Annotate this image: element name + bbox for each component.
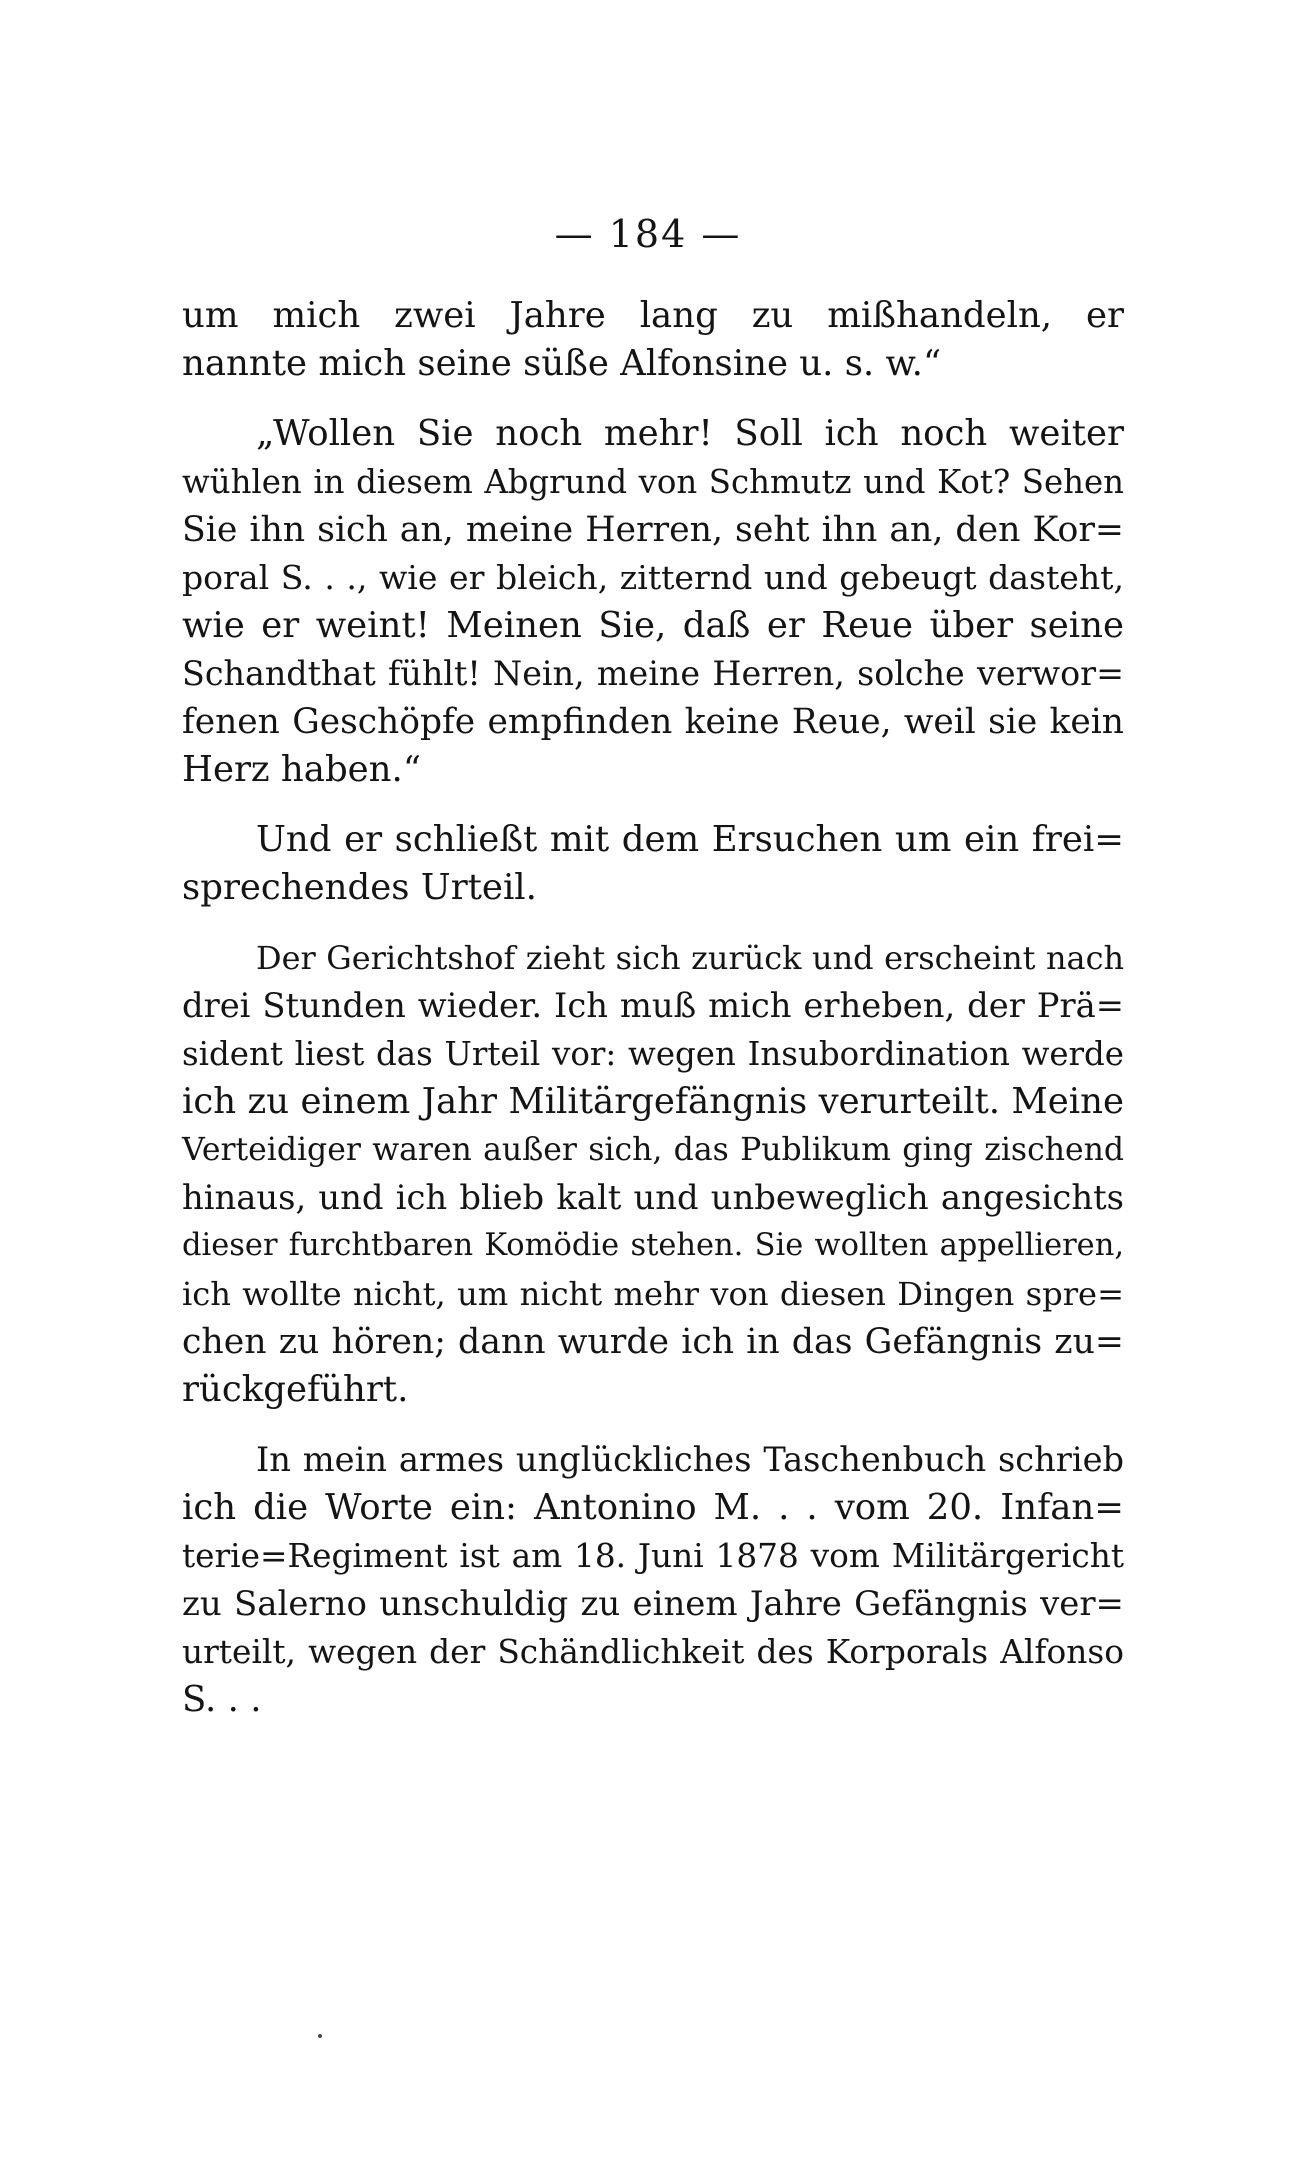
- text-line: dieser furchtbaren Komödie stehen. Sie wollten appellieren,: [182, 1228, 1124, 1263]
- text-line: ich wollte nicht, um nicht mehr von diesen Dingen spre=: [182, 1275, 1124, 1313]
- text-line: Herz haben.“: [182, 749, 421, 790]
- text-line: In mein armes unglückliches Taschenbuch schrieb: [256, 1440, 1124, 1479]
- text-line: zu Salerno unschuldig zu einem Jahre Gefängnis ver=: [182, 1584, 1124, 1624]
- print-speck: [318, 2034, 322, 2038]
- text-line: nannte mich seine süße Alfonsine u. s. w.“: [182, 343, 942, 384]
- paragraph: [182, 816, 1124, 912]
- body-text: [182, 292, 1124, 1746]
- text-line: chen zu hören; dann wurde ich in das Gefängnis zu=: [182, 1322, 1124, 1362]
- text-line: hinaus, und ich blieb kalt und unbeweglich angesichts: [182, 1178, 1124, 1217]
- page-number: — 184 —: [554, 212, 742, 256]
- text-line: Und er schließt mit dem Ersuchen um ein frei=: [256, 819, 1124, 860]
- text-line: wühlen in diesem Abgrund von Schmutz und Kot? Sehen: [182, 463, 1124, 501]
- text-line: Verteidiger waren außer sich, das Publikum ging zischend: [182, 1132, 1124, 1168]
- text-line: terie=Regiment ist am 18. Juni 1878 vom Militärgericht: [182, 1537, 1124, 1575]
- paragraph: [182, 292, 1124, 388]
- paragraph: [182, 1436, 1124, 1724]
- text-line: rückgeführt.: [182, 1369, 409, 1410]
- text-line: urteilt, wegen der Schändlichkeit des Korporals Alfonso: [182, 1633, 1124, 1671]
- text-line: S. . .: [182, 1679, 262, 1720]
- text-line: Schandthat fühlt! Nein, meine Herren, solche verwor=: [182, 654, 1124, 693]
- paragraph: [182, 934, 1124, 1414]
- text-line: ich die Worte ein: Antonino M. . . vom 20. Infan=: [182, 1487, 1124, 1528]
- text-line: Der Gerichtshof zieht sich zurück und erscheint nach: [256, 939, 1124, 977]
- text-line: sprechendes Urteil.: [182, 867, 537, 908]
- text-line: Sie ihn sich an, meine Herren, seht ihn an, den Kor=: [182, 510, 1124, 550]
- text-line: drei Stunden wieder. Ich muß mich erheben, der Prä=: [182, 986, 1124, 1025]
- text-line: „Wollen Sie noch mehr! Soll ich noch weiter: [256, 413, 1124, 454]
- text-line: poral S. . ., wie er bleich, zitternd und gebeugt dasteht,: [182, 558, 1124, 597]
- text-line: sident liest das Urteil vor: wegen Insubordination werde: [182, 1035, 1124, 1073]
- text-line: ich zu einem Jahr Militärgefängnis verurteilt. Meine: [182, 1081, 1124, 1122]
- text-line: fenen Geschöpfe empfinden keine Reue, weil sie kein: [182, 702, 1124, 742]
- text-line: wie er weint! Meinen Sie, daß er Reue über seine: [182, 605, 1124, 646]
- paragraph: [182, 410, 1124, 794]
- text-line: um mich zwei Jahre lang zu mißhandeln, er: [182, 295, 1124, 336]
